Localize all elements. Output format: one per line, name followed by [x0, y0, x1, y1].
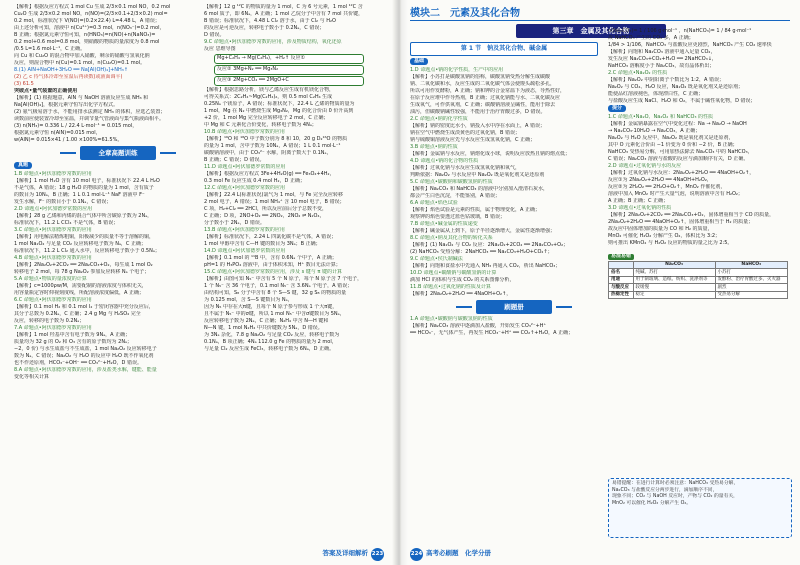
- left-page-footer: [323, 548, 385, 561]
- left-col2-text-line: 14.D 命题点•阿伏加德罗常数的应用: [204, 248, 286, 254]
- left-footer-text: 答案及详细解析: [322, 549, 368, 557]
- left-col1-text-line: −2，0 价) 与水生成盐与不生成盐，1 mol Na₂O₂ 反应转移电子: [14, 346, 157, 352]
- note-line: Na₂CO₃ 与盐酸反应分两步进行，滴加顺序不同，: [612, 487, 718, 493]
- left-col1-text-line: 1 mol Na₂O₂ 与足量 CO₂ 反应转移电子数为 Nₐ，C 正确；: [14, 241, 146, 247]
- left-col1-text-line: 【解析】1 mol H₂O 含有 10 mol 电子，标准状况下 22.4 L H₂O: [14, 178, 160, 184]
- left-col1-text-line: 标准状况下，11.2 L CCl₄ 不是气体，B 错误；: [14, 220, 119, 226]
- right-col1-text-line: 钠在空气中燃烧生成淡黄色的过氧化钠，B 错误；: [410, 130, 521, 136]
- right-col2-text-line: 1/84 > 1/106，NaHCO₃ 与盐酸反应更剧烈，NaHCO₃ 产生 CO₂ 速率快: [608, 42, 772, 48]
- left-col1-text-line: 用容量瓶定容时仰视刻度线，所配溶液浓度偏低，A 正确；: [14, 290, 145, 296]
- right-col1-text-line: 10.D 命题点•碳酸钠与碳酸氢钠的计算: [410, 270, 497, 276]
- left-col2-text-line: 的反应是可逆反应，转移电子数小于 0.2Nₐ，C 错误；: [204, 25, 325, 31]
- left-col1-text-line: 8.(1) AlN+NaOH+3H₂O ══ Na[Al(OH)₄]+NH₃↑: [14, 67, 128, 73]
- table-cell: 稳定: [633, 291, 715, 299]
- left-col2-text-line: 【解析】22.4 L(标准状况)氯气为 1 mol，与 Fe 完全反应转移: [204, 192, 343, 198]
- left-col2-text-line: N—N 键，1 mol N₂H₄ 中共价键数为 5Nₐ，D 错误。: [204, 325, 323, 331]
- left-col2-text-line: 中 Mg 和 C 元素化合价变化，转移电子数为 4Nₐ；: [204, 122, 317, 128]
- table-header-row: [609, 261, 788, 269]
- right-col2-text-line: 【解析】过氧化钠与水反应：2Na₂O₂+2H₂O ══ 4NaOH+O₂↑，: [608, 170, 755, 176]
- right-col2-text-line: 故反应中固体增加的质量为 CO 和 H₂ 的质量，: [608, 226, 713, 232]
- right-col2-text-line: n(Na₂CO₃)= 1 / 106 g·mol⁻¹ ，n(NaHCO₃)= 1 / 84 g·mol⁻¹: [608, 28, 752, 34]
- right-col1-text-line: 钠、二氧化碳和水，反应生成的二氧化碳气体会使馒头疏松多孔，: [410, 81, 556, 87]
- right-col2-text-line: 【解析】向饱和 Na₂CO₃ 溶液中通入足量 CO₂，: [608, 49, 716, 55]
- left-col2-text-line: 可得关系式：2C₂H₄~Mg(C₂H₄)₂，则 0.5 mol C₂H₄ 生成: [204, 94, 333, 100]
- table-cell: 与酸反应: [609, 284, 634, 292]
- left-col2-text-line: B 正确；C 错误；D 错误。: [204, 157, 265, 163]
- chapter-title: 第三章 金属及其化合物: [516, 24, 666, 38]
- right-col2-text-line: A 正确；B 正确；C 正确；: [608, 198, 669, 204]
- right-col2-text-line: 【解析】Na₂O₂ 中阴阳离子个数比为 1:2，A 错误；: [608, 77, 724, 83]
- left-col1-text-line: 不是气体，A 错误；18 g H₂O 的物质的量为 1 mol，含有质子: [14, 185, 154, 191]
- right-col2-tag: 提分: [608, 105, 626, 112]
- right-col2-text-line: 1.C 命题点•Na₂O、Na₂O₂ 和 NaHCO₃ 的性质: [608, 114, 714, 120]
- right-col2-text-line: C 错误；Na₂CO₃ 溶液与盐酸的反应与滴加顺序有关，D 正确。: [608, 156, 749, 162]
- left-col1-text-line: 转移电子 2 mol，每 78 g Na₂O₂ 参加反应转移 Nₐ 个电子；: [14, 269, 150, 275]
- right-col2-text-line: Na₂O₂ 与 CO₂、H₂O 反应，Na₂O₂ 既是氧化剂又是还原剂；: [608, 84, 743, 90]
- left-page-number: 223: [371, 548, 384, 561]
- left-col1-text-line: 【解析】用电解法精炼粗铜，阳极减少的质量不等于溶解的铜，: [14, 234, 155, 240]
- right-col1-text-line: 都会产生白色沉淀，不能鉴别，A 错误；: [410, 193, 501, 199]
- left-col1-text-line: /0.5 L=1.6 mol·L⁻¹，C 正确。: [14, 46, 86, 52]
- left-col2-text-line: B 错误；标准状况下，4.48 L Cl₂ 溶于水，由于 Cl₂ 与 H₂O: [204, 18, 336, 24]
- right-column-2: [608, 28, 790, 247]
- right-col1-text-line: 11.B 命题点•过氧化钠的性质及计算: [410, 284, 491, 290]
- right-col1-text-line: 观察钾的焰色要透过蓝色钴玻璃，B 错误；: [410, 214, 506, 220]
- right-col1-banner-row: [410, 298, 596, 316]
- right-col2-text-line: 【解析】2Na₂O₂+2CO₂ ══ 2Na₂CO₃+O₂，固体增重相当于 CO 的质量，: [608, 212, 775, 218]
- left-col1-text-line: (3) n(NH₃)= 0.336 L / 22.4 L·mol⁻¹ = 0.015 mol，: [14, 123, 138, 129]
- note-line: 现象不同；CO₂ 与 NaOH 反应时，产物与 CO₂ 的量有关，: [612, 494, 738, 499]
- right-col1-text-line: 【解析】小苏打是碳酸氢钠的俗称，碳酸氢钠受热分解生成碳酸: [410, 74, 551, 80]
- right-col1-text-line: 5.C 命题点•碳酸钠和碳酸氢钠的性质: [410, 179, 493, 185]
- left-col1-text-line: 【解析】0.1 mol H₂ 和 0.1 mol I₂ 于密闭容器中充分反应后，: [14, 304, 154, 310]
- table-row: [609, 276, 788, 284]
- left-col1-text-line: 【解析】2Na₂O₂+2CO₂ ══ 2Na₂CO₃+O₂，每生成 1 mol O₂: [14, 262, 153, 268]
- left-col2-text-line: 12.C 命题点•阿伏加德罗常数的应用: [204, 185, 285, 191]
- left-col1-text-line: 由上述分析可知，溶液中 n(Cu²⁺)=0.3 mol，n(NO₃⁻)=0.2 mol，: [14, 25, 165, 31]
- right-col1-section-banner: 刷题册: [476, 300, 552, 314]
- left-col2-text-line: 10.B 命题点•阿伏加德罗常数的应用: [204, 129, 285, 135]
- right-col2-text-line: 发生反应 Na₂CO₃+CO₂+H₂O ══ 2NaHCO₃↓，: [608, 56, 717, 62]
- right-col1-text-line: 2.C 命题点•钠的化学性质: [410, 116, 468, 122]
- left-col2-text-line: 反应转移电子数为 2Nₐ，C 正确；N₂H₄ 中含 N—H 键和: [204, 318, 329, 324]
- left-col1-text-line: (2) 乙 c 待气体冷却至室温后再读数(或液面调平): [14, 74, 123, 80]
- right-col1-text-line: 【解析】Na₂CO₃ 溶液中逐滴加入盐酸，开始发生 CO₃²⁻+H⁺: [410, 323, 547, 329]
- right-col2-text-line: 2Na₂O₂+2H₂O ══ 4NaOH+O₂↑，固体增重相当于 H₂ 的质量；: [608, 219, 754, 225]
- right-col2-text-line: 故 NaHCO₃ 产生的 CO₂ 多，A 正确；: [608, 35, 694, 41]
- right-col2-text-line: 反应①为 2Na₂O₂+2H₂O ══ 4NaOH+H₂O₂，: [608, 177, 712, 183]
- left-col2-text-line: 0.3 mol Fe 反应生成 0.4 mol H₂，D 正确；: [204, 178, 305, 184]
- right-col1-tag: 基础: [410, 58, 428, 65]
- left-col1-text-line: 【解析】28 g 乙烯和丙烯的混合气体中所含碳原子数为 2Nₐ，: [14, 213, 153, 219]
- right-col1-text-line: 8.C 命题点•钠及其化合物的转化关系: [410, 235, 493, 241]
- table-cell: 较缓慢: [633, 284, 715, 292]
- left-col1-text-line: 【解析】1 mol 羟基中含有电子数为 9Nₐ，A 正确；: [14, 332, 131, 338]
- right-page-number: 224: [410, 548, 423, 561]
- left-col1-banner-row: [14, 144, 192, 162]
- left-col2-text-line: 1 个 N₅⁻ 含 36 个电子，0.1 mol N₅⁻ 含 3.6Nₐ 个电子，A 错误；: [204, 283, 353, 289]
- left-col2-text-line: 碳酸钠溶液中，由于 CO₃²⁻ 水解，阴离子数大于 0.1Nₐ，: [204, 150, 332, 156]
- left-col2-text-line: 与足量 Cl₂ 反应生成 FeCl₃，转移电子数为 6Nₐ，D 正确。: [204, 346, 335, 352]
- right-footer-text: 高考必刷题 化学分册: [426, 549, 491, 557]
- right-col1-text-line: 【解析】金属钠与水反应，钠熔化成小球，说明反应放热且钠的熔点低；: [410, 151, 571, 157]
- right-col2-text-line: 2.C 命题点•Na₂O₂ 的性质: [608, 70, 668, 76]
- left-col1-text-line: 4.B 命题点•阿伏加德罗常数的应用: [14, 255, 92, 261]
- left-col1-text-line: 3.C 命题点•阿伏加德罗常数的应用: [14, 227, 92, 233]
- right-col1-text-line: (2) NaHCO₃ 受热分解：2NaHCO₃ ══ Na₂CO₃+H₂O+CO₂↑；: [410, 249, 553, 255]
- left-page: [0, 0, 396, 565]
- left-col1-text-line: 也不作还原剂，HCO₃⁻+OH⁻ ══ CO₃²⁻+H₂O，D 错误。: [14, 360, 142, 366]
- table-cell: 剧烈: [715, 284, 787, 292]
- left-col2-text-line: 反应 思维导图: [204, 46, 236, 52]
- left-col1-text-line: 其分子总数为 0.2Nₐ，C 正确；2.4 g Mg 与 H₂SO₄ 完全: [14, 311, 141, 317]
- table-row: [609, 291, 788, 299]
- left-col2-text-line: +2 价，1 mol Mg 完全反应转移电子 2 mol，C 正确；: [204, 115, 329, 121]
- left-col1-text-line: 5.A 命题点•物质的量浓度的计算: [14, 276, 87, 282]
- left-col1-text-line: 变化等相关计算: [14, 374, 50, 380]
- right-col1-text-line: 【解析】碱金属从上到下，原子半径逐渐增大，金属性逐渐增强；: [410, 228, 556, 234]
- left-col1-text-line: 8.A 命题点•阿伏加德罗常数的应用，涉及盐类水解，键能、能量: [14, 367, 157, 373]
- right-col1-text-line: 【解析】焰色试验是元素的性质，属于物理变化，A 正确；: [410, 207, 541, 213]
- table-row: [609, 284, 788, 292]
- left-col1-text-line: (2) 氨气极易溶于水，不能用排水法测定 NH₃ 的体积，应选乙装置；: [14, 109, 166, 115]
- table-header-cell: Na₂CO₃: [633, 261, 715, 269]
- left-col2-text-line: 1 mol，Mg 在 N₂ 中燃烧生成 Mg₃N₂，Mg 的化合价由 0 价升高到: [204, 108, 354, 114]
- left-col2-text-line: 【解析】12 g ¹²C 的物质的量为 1 mol，C 为 6 号元素，1 mol ¹²C 含: [204, 4, 363, 10]
- left-col1-text-line: 0.2 mol+0.6 mol=0.8 mol，则硝酸的物质的量浓度为 0.8 mol: [14, 39, 160, 45]
- left-col2-text-line: 【解析】标准状况下，2.24 L 四氯化碳不是气体，A 错误；: [204, 234, 337, 240]
- left-col1-text-line: 7.A 命题点•阿伏加德罗常数的应用: [14, 325, 92, 331]
- left-col2-text-line: 由结构可知，S₈ 分子中含有 8 个 S—S 键，32 g S₈ 的物质的量: [204, 290, 347, 296]
- left-col1-text-line: 【解析】c=1000ρw/M，需要配制的溶液浓度与体积无关，: [14, 283, 147, 289]
- left-col1-text-line: 0.2 mol，标准状况下 V(NO)=(0.2×22.4) L=4.48 L，A 错误；: [14, 18, 160, 24]
- right-col1-text-line: 【解析】2Na₂O₂+2H₂O ══ 4NaOH+O₂↑，: [410, 291, 512, 297]
- right-col1-text-line: 7.B 命题点•碱金属的性质递变: [410, 221, 478, 227]
- left-column-2: [204, 4, 384, 353]
- left-col2-text-line: 分子数小于 2Nₐ，D 错误。: [204, 220, 265, 226]
- right-col2-text-line: 3.D 命题点•过氧化钠的性质: [608, 205, 672, 211]
- right-col1-text-line: ══ HCO₃⁻，无气体产生，再发生 HCO₃⁻+H⁺ ══ CO₂↑+H₂O，A 正确；: [410, 330, 574, 336]
- left-col1-text-line: 反应，转移的电子数为 0.2Nₐ；: [14, 318, 85, 324]
- left-col2-text-line: 0.25Nₐ 个镁原子，A 错误；标准状况下，22.4 L 乙烯的物质的量为: [204, 101, 355, 107]
- table-caption: 易混易错: [608, 254, 634, 260]
- right-col1-text-line: 1.D 命题点•钠的化学性质，生产中的应用: [410, 67, 504, 73]
- right-col1-text-line: 所以可用作发酵粉，A 正确；钠和钾的合金常温下为液态，导热性好，: [410, 88, 566, 94]
- right-col1-text-line: 在原子反应堆中作导热剂，B 正确；过氧化钠能与水、二氧化碳反应: [410, 95, 561, 101]
- right-col1-text-line: 【解析】过氧化钠与水反应生成氢氧化钠和氧气，: [410, 165, 521, 171]
- left-col1-text-line: 突破点•量气装置的正确使用: [14, 88, 78, 94]
- left-col2-text-line: 9.C 命题点•阿伏加德罗常数的应用，涉及物质结构，氧化还原: [204, 39, 342, 45]
- right-page-footer: [410, 548, 491, 561]
- left-col1-text-line: B 正确；根据氮元素守恒可知，n(HNO₃)=n(NO)+n(NaNO₃)=: [14, 32, 156, 38]
- right-col1-text-line: 【解析】钠的密度比水小，钠投入水中浮在水面上，A 错误；: [410, 123, 546, 129]
- left-col2-text-line: 【解析】¹⁶O 和 ¹⁸O 中子数分别为 8 和 10，20 g D₂¹⁶O 的物质: [204, 136, 348, 142]
- table-cell: 用于制玻璃、造纸、纺织、洗涤剂等: [633, 276, 715, 284]
- right-col1-text-line: 生成氧气，可作供氧剂，C 正确；碳酸钠溶液呈碱性，能用于除去: [410, 102, 556, 108]
- left-col2-text-line: pH=1 的 H₃PO₄ 溶液中，由于体积未知，H⁺ 数目无法计算；: [204, 262, 341, 268]
- left-col1-text-line: 【解析】(1) 根据题意，AlN 与 NaOH 溶液反应生成 NH₃ 和: [14, 95, 149, 101]
- right-col2-text-line: 能使品红溶液褪色，体现漂白性，C 正确；: [608, 91, 704, 97]
- left-col2-text-line: 【解析】由图可知 N₅⁻ 中含有 5 个 N 原子，每个 N 原子含 7 个电子，: [204, 276, 363, 282]
- right-col1-text-line: 判断依据：Na₂O₂ 与水反应中 Na₂O₂ 既是氧化剂又是还原剂: [410, 172, 545, 178]
- right-col2-tag-row: [608, 105, 790, 114]
- right-col1-text-line: 1.A 命题点•碳酸钠与碳酸氢钠的性质: [410, 316, 493, 322]
- left-col1-text-line: 向 Cu 和 Cu₂O 的混合物中加入硝酸，剩余的硝酸与氢氧化钠: [14, 53, 150, 59]
- left-col2-text-line: 13.B 命题点•阿伏加德罗常数的应用: [204, 227, 285, 233]
- table-header-cell: [609, 261, 634, 269]
- right-col1-text-line: 6.A 命题点•焰色试验: [410, 200, 458, 206]
- left-col1-section-banner: 全章高题训练: [80, 146, 156, 160]
- right-col2-text-line: 溶液中加入 MnO₂ 时产生大量气泡，说明溶液中含有 H₂O₂；: [608, 191, 743, 197]
- section-title: 第 1 节 钠及其化合物、碱金属: [410, 42, 598, 56]
- right-col2-text-line: 【解析】金属钠暴露在空气中变化过程：Na → Na₂O → NaOH: [608, 121, 747, 127]
- table-cell: 俗名: [609, 269, 634, 277]
- right-col2-text-line: NaHCO₃ 溶解度小于 Na₂CO₃，故有晶体析出；: [608, 63, 715, 69]
- left-col1-tag: 真题: [14, 162, 32, 169]
- left-col1-text-line: 1.B 命题点•阿伏加德罗常数的应用: [14, 171, 92, 177]
- table-cell: 发酵粉、治疗胃酸过多、灭火器: [715, 276, 787, 284]
- left-col2-text-line: 15.C 命题点•阿伏加德罗常数的应用，涉及 s 键与 π 键的计算: [204, 269, 342, 275]
- right-col2-text-line: Na₂O₂ 与 H₂O 反应中，Na₂O₂ 既是氧化剂又是还原剂，: [608, 135, 734, 141]
- right-col2-text-line: MnO₂ 可催化 H₂O₂ 分解产生 O₂，体积比为 3:2；: [608, 233, 721, 239]
- left-col1-text-line: 数为 Nₐ，C 错误；Na₂O₂ 与 H₂O 的反应中 H₂O 既不作氧化剂: [14, 353, 154, 359]
- left-col2-text-line: 1 mol 甲醇中含有 C—H 键的数目为 3Nₐ；B 正确；: [204, 241, 321, 247]
- right-col2-text-line: 则可推出 KMnO₄ 与 H₂O₂ 反应的物质的量之比为 2:5。: [608, 240, 733, 246]
- right-col1-text-line: 油污，但碳酸钠碱性较强，不能用于治疗胃酸过多，D 错误。: [410, 109, 546, 115]
- right-col1-text-line: 滴加 HCl 的体积与生成 CO₂ 的关系图像分析，: [410, 277, 515, 283]
- right-col1-text-line: 钠与硫酸铜溶液反应先与水反应生成氢氧化钠，C 正确；: [410, 137, 536, 143]
- left-col1-text-line: Na[Al(OH)₄]，根据元素守恒写出化学方程式。: [14, 102, 119, 108]
- left-col2-text-line: 为 3Nₐ 杂化，7.8 g Na₂O₂ 与足量 CO₂ 反应，转移电子数为: [204, 332, 340, 338]
- left-col2-boxed-line: Mg+C₂H₄ → Mg(C₂H₄)，+H₂↑ 反应①: [214, 54, 364, 64]
- left-col2-text-line: 2 mol 电子，A 错误；1 mol NH₄⁺ 含 10 mol 电子，B 错误；: [204, 199, 345, 205]
- left-col1-text-line: 2.D 命题点•阿伏加德罗常数的应用: [14, 206, 93, 212]
- right-col1-text-line: 4.D 命题点•钠的化合物的性质: [410, 158, 479, 164]
- left-col1-text-line: 质量均为 32 g 的 O₂ 和 O₃ 含有的原子数均为 2Nₐ；: [14, 339, 133, 345]
- right-col2-text-line: 其中 O 元素化合价由 −1 价变为 0 价和 −2 价，B 正确；: [608, 142, 738, 148]
- left-column-1: [14, 4, 192, 381]
- right-col2-text-line: 2.D 命题点•过氧化钠与水的反应: [608, 163, 682, 169]
- right-col1-text-line: 【解析】向饱和食盐水中先通入 NH₃ 再通入 CO₂，析出 NaHCO₃；: [410, 263, 561, 269]
- left-col2-text-line: C 项，H₂+Cl₂ ══ 2HCl，所以反应前后分子总数不变，: [204, 206, 327, 212]
- left-col1-text-line: 的数目为 10Nₐ，B 正确；1 L 0.1 mol·L⁻¹ NaF 溶液中 F⁻: [14, 192, 145, 198]
- left-col1-text-line: 发生水解，F⁻ 的数目小于 0.1Nₐ，C 错误；: [14, 199, 112, 205]
- left-col1-tag-row: [14, 162, 192, 171]
- right-col2-text-line: NaHCO₃ 受热易分解，可用加热法除去 Na₂CO₃ 中的 NaHCO₃，: [608, 149, 753, 155]
- left-col2-text-line: 6 mol 质子，即 6Nₐ，A 正确；1 mol 乙烷分子中含有 7 mol 共价键，: [204, 11, 364, 17]
- module-title-rule: [410, 20, 790, 21]
- left-col2-text-line: 【解析】根据思路分析，镁与乙烯反应生成有机镁化合物，: [204, 87, 335, 93]
- left-col2-text-line: 因为 N₅ 中存在大π键，且每个 N 原子参与形成 1 个大π键，: [204, 304, 338, 310]
- left-col1-text-line: 【解析】根据反应方程式 1 mol Cu 生成 2/3×0.1 mol NO，0.2 mol: [14, 4, 171, 10]
- left-col1-text-line: w(AlN)= 0.015×41 / 1.00 ×100%=61.5%。: [14, 137, 123, 143]
- tip-note-box: [608, 478, 792, 538]
- note-line: 易错提醒：在进行计算时必须注意：NaHCO₃ 受热易分解，: [612, 481, 739, 486]
- left-col1-text-line: 反应，则混合物中 n(Cu)=0.1 mol，n(Cu₂O)=0.1 mol。: [14, 60, 146, 66]
- right-page: [396, 0, 800, 565]
- left-col1-text-line: 标准状况下，11.2 L Cl₂ 通入水中，反应转移电子数小于 0.5Nₐ；: [14, 248, 160, 254]
- table-cell: 热稳定性: [609, 291, 634, 299]
- module-title: 模块二 元素及其化合物: [410, 8, 520, 19]
- right-col1-text-line: 3.B 命题点•钠的性质: [410, 144, 458, 150]
- right-col1-text-line: 【解析】Na₂CO₃ 和 NaHCO₃ 的溶液中分别加入澄清石灰水，: [410, 186, 549, 192]
- table-cell: 小苏打: [715, 269, 787, 277]
- left-col2-text-line: 【解析】0.1 mol 的 ¹¹B 中，含有 0.6Nₐ 个中子，A 正确；: [204, 255, 337, 261]
- left-col2-text-line: 【解析】根据反应方程式 3Fe+4H₂O(g) ══ Fe₃O₄+4H₂，: [204, 171, 335, 177]
- right-col1-text-line: 9.C 命题点•侯氏制碱法: [410, 256, 463, 262]
- left-col2-text-line: 0.1Nₐ，B 项正确；4Nₐ 112.0 g Fe 的物质的量为 2 mol，: [204, 339, 337, 345]
- left-col2-text-line: D 错误。: [204, 32, 225, 38]
- left-col2-text-line: 且不属于 N₅⁻ 中的σ键，所以 1 mol N₅⁻ 中含σ键数目为 5Nₐ，: [204, 311, 345, 317]
- left-col2-text-line: 11.D 命题点•阿伏加德罗常数的应用: [204, 164, 286, 170]
- right-col1-text-line: 【解析】(1) Na₂O₂ 与 CO₂ 反应：2Na₂O₂+2CO₂ ══ 2Na₂CO₃+O₂；: [410, 242, 569, 248]
- left-col2-boxed-line: 反应③ 2Mg+CO₂ ══ 2MgO+C: [214, 76, 364, 86]
- left-col2-boxed-line: 反应② 3Mg+N₂ ══ Mg₃N₂: [214, 65, 364, 75]
- right-col1-tag-row: [410, 58, 596, 67]
- left-col2-text-line: C 正确；D 项，2NO+O₂ ══ 2NO₂，2NO₂ ⇌ N₂O₄，: [204, 213, 325, 219]
- left-col1-text-line: (3) 61.5: [14, 81, 34, 87]
- right-column-1: [410, 58, 596, 337]
- left-col1-text-line: 6.C 命题点•阿伏加德罗常数的应用: [14, 297, 92, 303]
- table-header-cell: NaHCO₃: [715, 261, 787, 269]
- comparison-table: [608, 254, 788, 299]
- table-row: [609, 269, 788, 277]
- note-line: MnO₂ 可以催化 H₂O₂ 分解产生 O₂。: [612, 500, 692, 506]
- right-col2-text-line: 与盐酸反应生成 NaCl、H₂O 和 O₂，不属于碱性氧化物，D 错误；: [608, 98, 756, 104]
- table-cell: 用途: [609, 276, 634, 284]
- table-cell: 受热易分解: [715, 291, 787, 299]
- left-col2-text-line: 为 0.125 mol，含 S—S 键数目为 Nₐ，: [204, 297, 293, 303]
- left-col2-text-line: 的量为 1 mol，含中子数为 10Nₐ，A 错误；1 L 0.1 mol·L⁻¹: [204, 143, 341, 149]
- left-col1-text-line: 读数前应使装置冷却至室温，并调节量气管液面与集气瓶液面相平。: [14, 116, 165, 122]
- table-cell: 纯碱、苏打: [633, 269, 715, 277]
- right-col2-text-line: → Na₂CO₃·10H₂O → Na₂CO₃，A 正确；: [608, 128, 701, 134]
- left-col1-text-line: 根据氮元素守恒 n(AlN)=0.015 mol，: [14, 130, 101, 136]
- right-col2-text-line: 反应②为 2H₂O₂ ══ 2H₂O+O₂↑，MnO₂ 作催化剂，: [608, 184, 726, 190]
- left-col1-text-line: Cu₂O 生成 2/3×0.2 mol NO，n(NO)=(2/3×0.1+2/3×0.2) mol=: [14, 11, 168, 17]
